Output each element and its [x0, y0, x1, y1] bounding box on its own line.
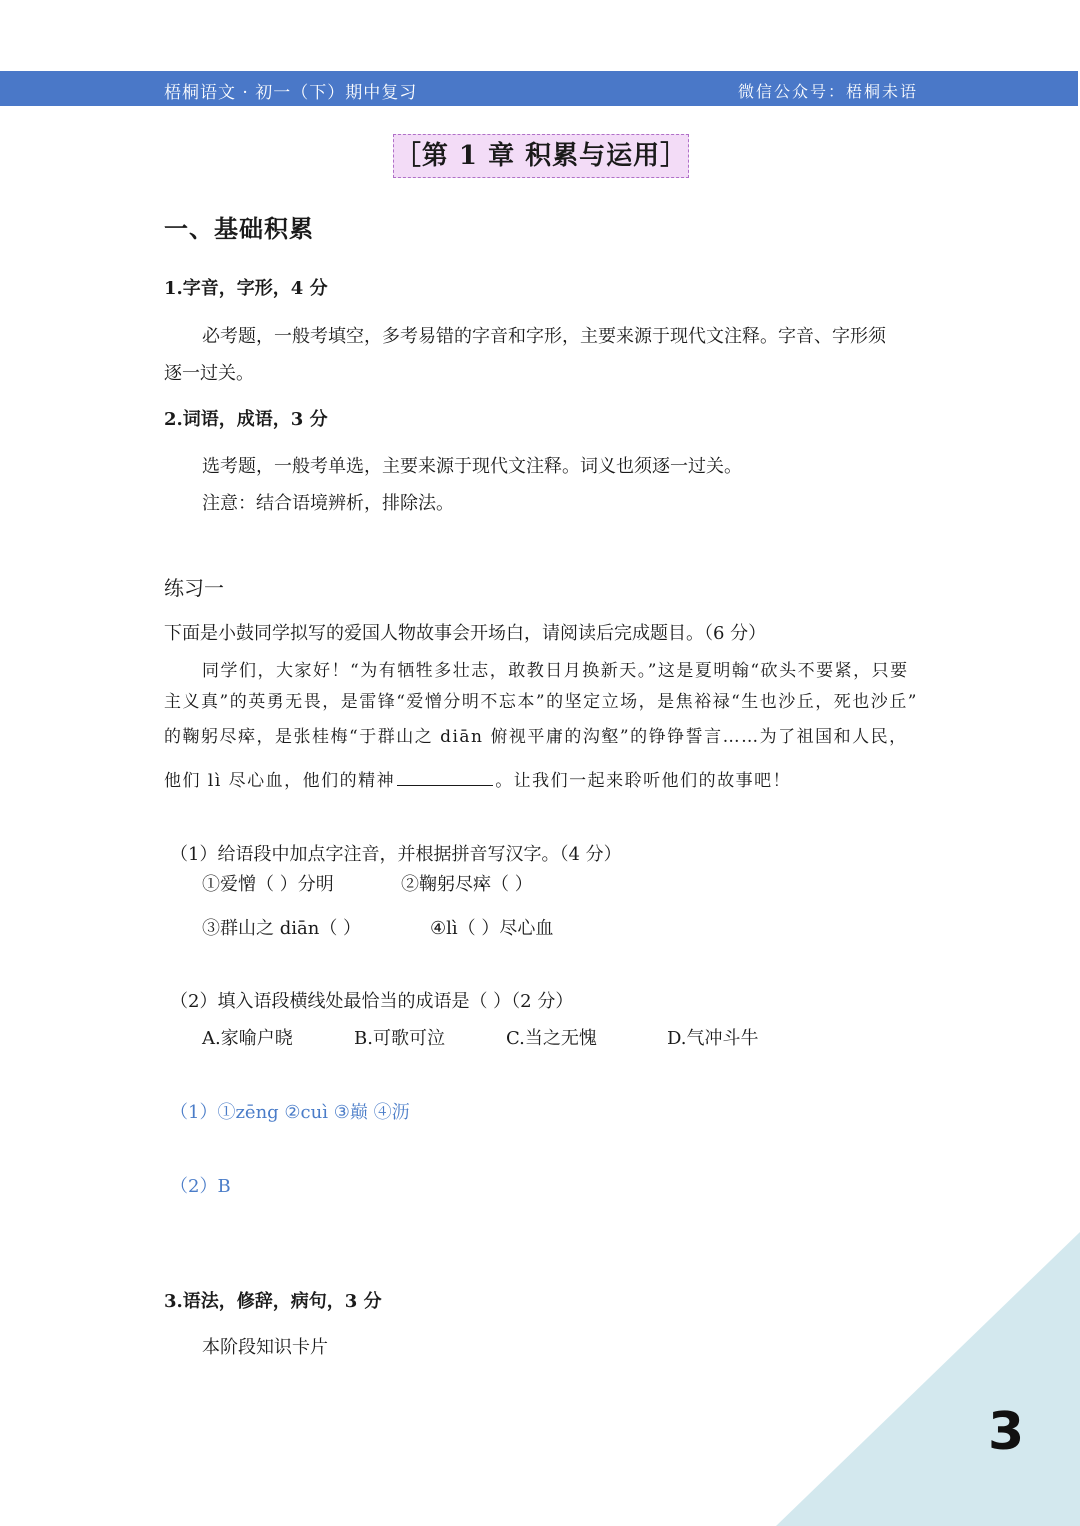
question1-item-d: ④lì（ ）尽心血	[430, 918, 554, 939]
passage-line3-post: ，是张桂梅“于群山之 diān 俯视平庸的沟壑”的铮铮誓言……为了祖国和人民，	[256, 727, 908, 747]
chapter-title: ［第 1 章 积累与运用］	[393, 134, 689, 178]
question1-title: （1）给语段中加点字注音，并根据拼音写汉字。（4 分）	[170, 844, 622, 865]
option-d: D.气冲斗牛	[667, 1028, 759, 1049]
item3-line: 本阶段知识卡片	[202, 1337, 328, 1358]
passage-line3-pre: 的鞠躬尽	[164, 727, 238, 747]
question1-item-c: ③群山之 diān（ ）	[202, 918, 362, 939]
q1b-pre: ②鞠躬尽	[401, 874, 473, 895]
answer-1: （1）①zēng ②cuì ③巅 ④沥	[170, 1102, 410, 1123]
dotted-char: 瘁 •	[238, 727, 257, 747]
question2-title: （2）填入语段横线处最恰当的成语是（ ）（2 分）	[170, 991, 574, 1012]
q1b-dotted-char: 瘁 •	[473, 874, 491, 895]
passage-line3	[164, 722, 908, 747]
q1a-pre: ①爱	[202, 874, 238, 895]
item1-title: 1.字音，字形，4 分	[164, 278, 328, 299]
item3-title: 3.语法，修辞，病句，3 分	[164, 1291, 382, 1312]
question1-item-b	[401, 870, 533, 896]
exercise-title: 练习一	[164, 576, 224, 600]
item2-line2: 注意：结合语境辨析，排除法。	[202, 493, 454, 514]
answer-blank	[397, 769, 493, 786]
header-title: 梧桐语文 · 初一（下）期中复习	[164, 83, 418, 103]
item2-title: 2.词语，成语，3 分	[164, 409, 328, 430]
q1a-post: （ ）分明	[256, 874, 334, 895]
exercise-intro: 下面是小鼓同学拟写的爱国人物故事会开场白，请阅读后完成题目。（6 分）	[164, 623, 767, 644]
item1-line2: 逐一过关。	[164, 363, 254, 384]
answer-2: （2）B	[170, 1176, 231, 1197]
page-number: 3	[988, 1402, 1025, 1462]
item1-line1: 必考题，一般考填空，多考易错的字音和字形，主要来源于现代文注释。字音、字形须	[202, 326, 886, 347]
passage-line4	[164, 766, 791, 791]
q1a-dotted-char: 憎 •	[238, 874, 256, 895]
item2-line1: 选考题，一般考单选，主要来源于现代文注释。词义也须逐一过关。	[202, 456, 742, 477]
option-b: B.可歌可泣	[354, 1028, 445, 1049]
passage-line4-post: 。让我们一起来聆听他们的故事吧！	[495, 771, 792, 791]
option-c: C.当之无愧	[506, 1028, 597, 1049]
option-a: A.家喻户晓	[202, 1028, 293, 1049]
section-heading: 一、基础积累	[164, 214, 314, 243]
q1b-post: （ ）	[491, 874, 533, 895]
header-bar	[0, 71, 1078, 106]
passage-line4-pre: 他们 lì 尽心血，他们的精神	[164, 771, 396, 791]
question1-item-a	[202, 870, 334, 896]
passage-line2: 主义真”的英勇无畏，是雷锋“爱憎分明不忘本”的坚定立场，是焦裕禄“生也沙丘，死也沙丘”	[164, 692, 918, 712]
header-wechat: 微信公众号：梧桐未语	[737, 82, 918, 101]
passage-line1: 同学们，大家好！“为有牺牲多壮志，敢教日月换新天。”这是夏明翰“砍头不要紧，只要	[202, 661, 909, 681]
